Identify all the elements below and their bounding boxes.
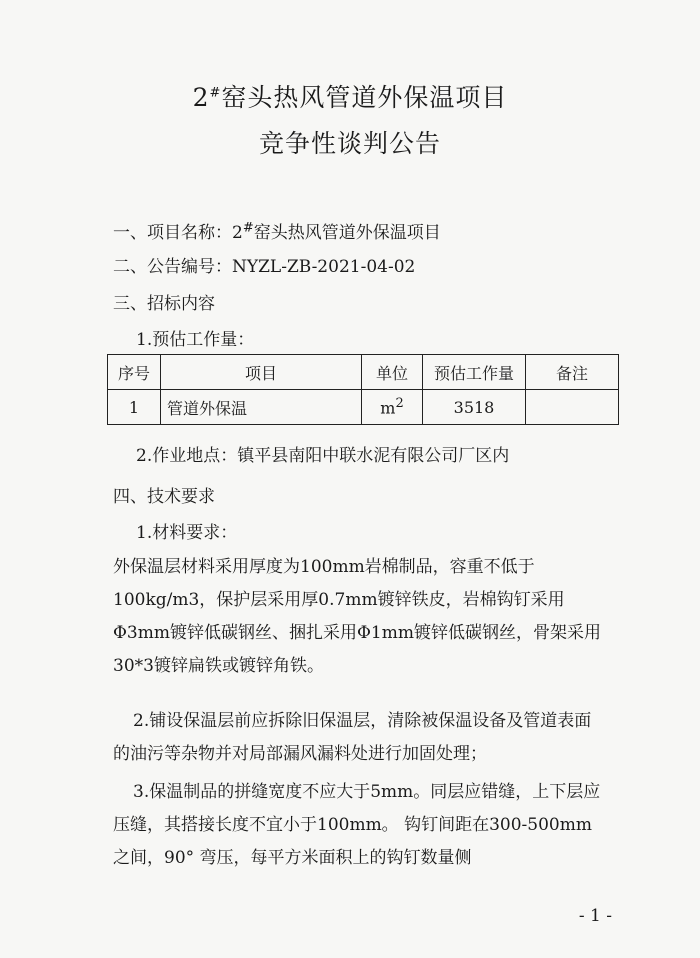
page-number: - 1 -	[578, 906, 612, 926]
header-cell: 预估工作量	[423, 355, 526, 390]
announcement-number-line: 二、公告编号：NYZL-ZB-2021-04-02	[113, 257, 416, 277]
table-cell-unit: $m^2$	[362, 390, 423, 425]
table-row	[108, 390, 619, 425]
header-cell: 项目	[161, 355, 362, 390]
material-requirements-label: 1.材料要求：	[136, 523, 238, 543]
table-cell-qty: 3518	[423, 390, 526, 425]
table-cell-note	[526, 390, 619, 425]
material-requirements-paragraph: 外保温层材料采用厚度为100mm岩棉制品，容重不低于100kg/m3，保护层采用厚0.7mm镀锌铁皮，岩棉钩钉采用Φ3mm镀锌低碳钢丝、捆扎采用Φ1mm镀锌低碳钢丝，骨架采用30*3镀锌扁铁或镀锌角铁。	[113, 557, 601, 676]
requirement-2-paragraph: 2.铺设保温层前应拆除旧保温层，清除被保温设备及管道表面的油污等杂物并对局部漏风漏料处进行加固处理；	[113, 711, 592, 764]
requirement-3-paragraph: 3.保温制品的拼缝宽度不应大于5mm。同层应错缝，上下层应压缝，其搭接长度不宜小于100mm。 钩钉间距在300-500mm之间，90° 弯压，每平方米面积上的钩钉数量侧	[113, 782, 601, 868]
table-cell-item: 管道外保温	[161, 390, 362, 425]
header-cell: 单位	[362, 355, 423, 390]
bidding-content-heading: 三、招标内容	[113, 294, 215, 314]
document-title-line1: 2#窑头热风管道外保温项目	[192, 83, 508, 112]
header-cell: 备注	[526, 355, 619, 390]
document-title-line2: 竞争性谈判公告	[258, 129, 441, 158]
table-cell-no: 1	[108, 390, 161, 425]
technical-requirements-heading: 四、技术要求	[113, 487, 215, 507]
work-location-line: 2.作业地点：镇平县南阳中联水泥有限公司厂区内	[136, 446, 510, 466]
estimated-workload-label: 1.预估工作量：	[136, 330, 255, 350]
workload-table	[107, 354, 619, 425]
project-name-line: 一、项目名称：2#窑头热风管道外保温项目	[113, 220, 441, 243]
header-cell: 序号	[108, 355, 161, 390]
table-header-row	[108, 355, 619, 390]
